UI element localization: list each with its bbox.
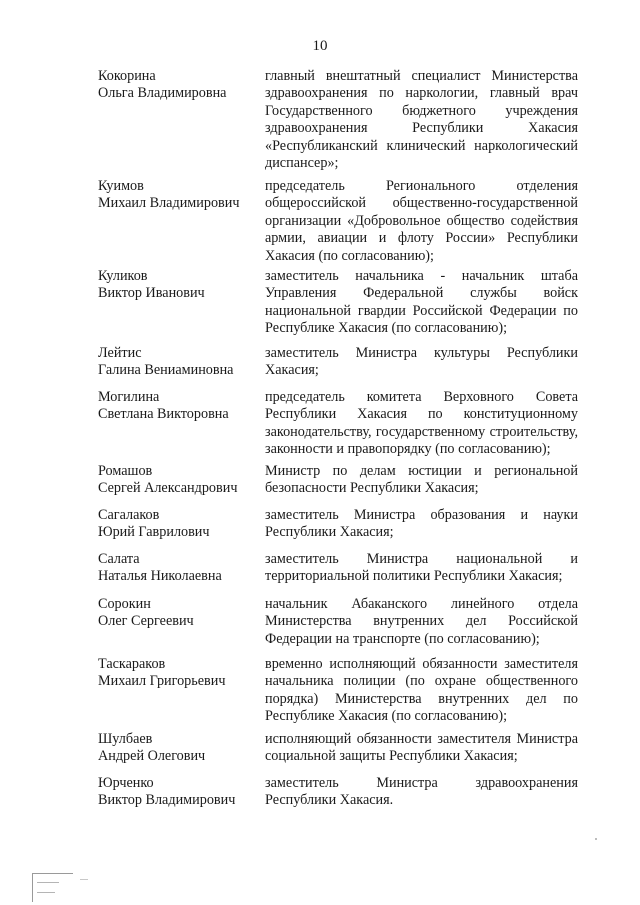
person-surname: Салата (98, 551, 140, 567)
person-position: председатель Регионального отделения общероссийской общественно-государственной организации «Добровольное общество содействия армии, авиации и флоту России» Республики Хакасия (по согласованию); (265, 178, 578, 264)
stamp-mark (37, 882, 59, 883)
person-given-name: Наталья Николаевна (98, 568, 222, 585)
person-given-name: Ольга Владимировна (98, 85, 227, 102)
person-name (98, 596, 258, 631)
person-name (98, 178, 258, 213)
person-name (98, 731, 258, 766)
person-name (98, 551, 258, 586)
person-name (98, 656, 258, 691)
person-position: временно исполняющий обязанности заместителя начальника полиции (по охране общественного порядка) Министерства внутренних дел по Республике Хакасия (по согласованию); (265, 656, 578, 725)
person-position: заместитель Министра образования и науки Республики Хакасия; (265, 507, 578, 541)
person-position: заместитель Министра здравоохранения Республики Хакасия. (265, 775, 578, 809)
person-position: заместитель начальника - начальник штаба Управления Федеральной службы войск национальной гвардии Российской Федерации по Республике Хакасия (по согласованию); (265, 268, 578, 337)
person-name (98, 463, 258, 498)
person-name (98, 268, 258, 303)
person-surname: Таскараков (98, 656, 166, 672)
person-surname: Сорокин (98, 596, 151, 612)
person-position: исполняющий обязанности заместителя Министра социальной защиты Республики Хакасия; (265, 731, 578, 765)
person-name (98, 68, 258, 103)
person-surname: Лейтис (98, 345, 142, 361)
person-surname: Шулбаев (98, 731, 153, 747)
person-given-name: Олег Сергеевич (98, 613, 194, 630)
scan-speck (595, 838, 597, 840)
stamp-mark (37, 892, 55, 893)
person-given-name: Андрей Олегович (98, 748, 206, 765)
person-position: главный внештатный специалист Министерства здравоохранения по наркологии, главный врач Государственного бюджетного учреждения здравоохранения Республики Хакасия «Республиканский клинический наркологический диспансер»; (265, 68, 578, 172)
person-position: Министр по делам юстиции и региональной безопасности Республики Хакасия; (265, 463, 578, 497)
person-given-name: Юрий Гаврилович (98, 524, 210, 541)
person-position: заместитель Министра культуры Республики Хакасия; (265, 345, 578, 379)
page-number: 10 (312, 38, 328, 54)
person-surname: Могилина (98, 389, 160, 405)
person-given-name: Сергей Александрович (98, 480, 238, 497)
person-given-name: Михаил Григорьевич (98, 673, 226, 690)
person-name (98, 775, 258, 810)
person-given-name: Виктор Иванович (98, 285, 205, 302)
person-surname: Кокорина (98, 68, 156, 84)
person-position: председатель комитета Верховного Совета Республики Хакасия по конституционному законодательству, государственному строительству, законности и правопорядку (по согласованию); (265, 389, 578, 458)
person-position: начальник Абаканского линейного отдела Министерства внутренних дел Российской Федерации на транспорте (по согласованию); (265, 596, 578, 647)
registration-stamp (32, 873, 73, 902)
person-surname: Юрченко (98, 775, 154, 791)
person-given-name: Виктор Владимирович (98, 792, 236, 809)
person-surname: Ромашов (98, 463, 153, 479)
stamp-mark (80, 879, 88, 880)
person-given-name: Михаил Владимирович (98, 195, 240, 212)
person-surname: Куимов (98, 178, 144, 194)
person-name (98, 507, 258, 542)
person-position: заместитель Министра национальной и территориальной политики Республики Хакасия; (265, 551, 578, 585)
person-name (98, 345, 258, 380)
person-given-name: Галина Вениаминовна (98, 362, 234, 379)
person-surname: Куликов (98, 268, 148, 284)
person-given-name: Светлана Викторовна (98, 406, 229, 423)
person-name (98, 389, 258, 424)
person-surname: Сагалаков (98, 507, 160, 523)
